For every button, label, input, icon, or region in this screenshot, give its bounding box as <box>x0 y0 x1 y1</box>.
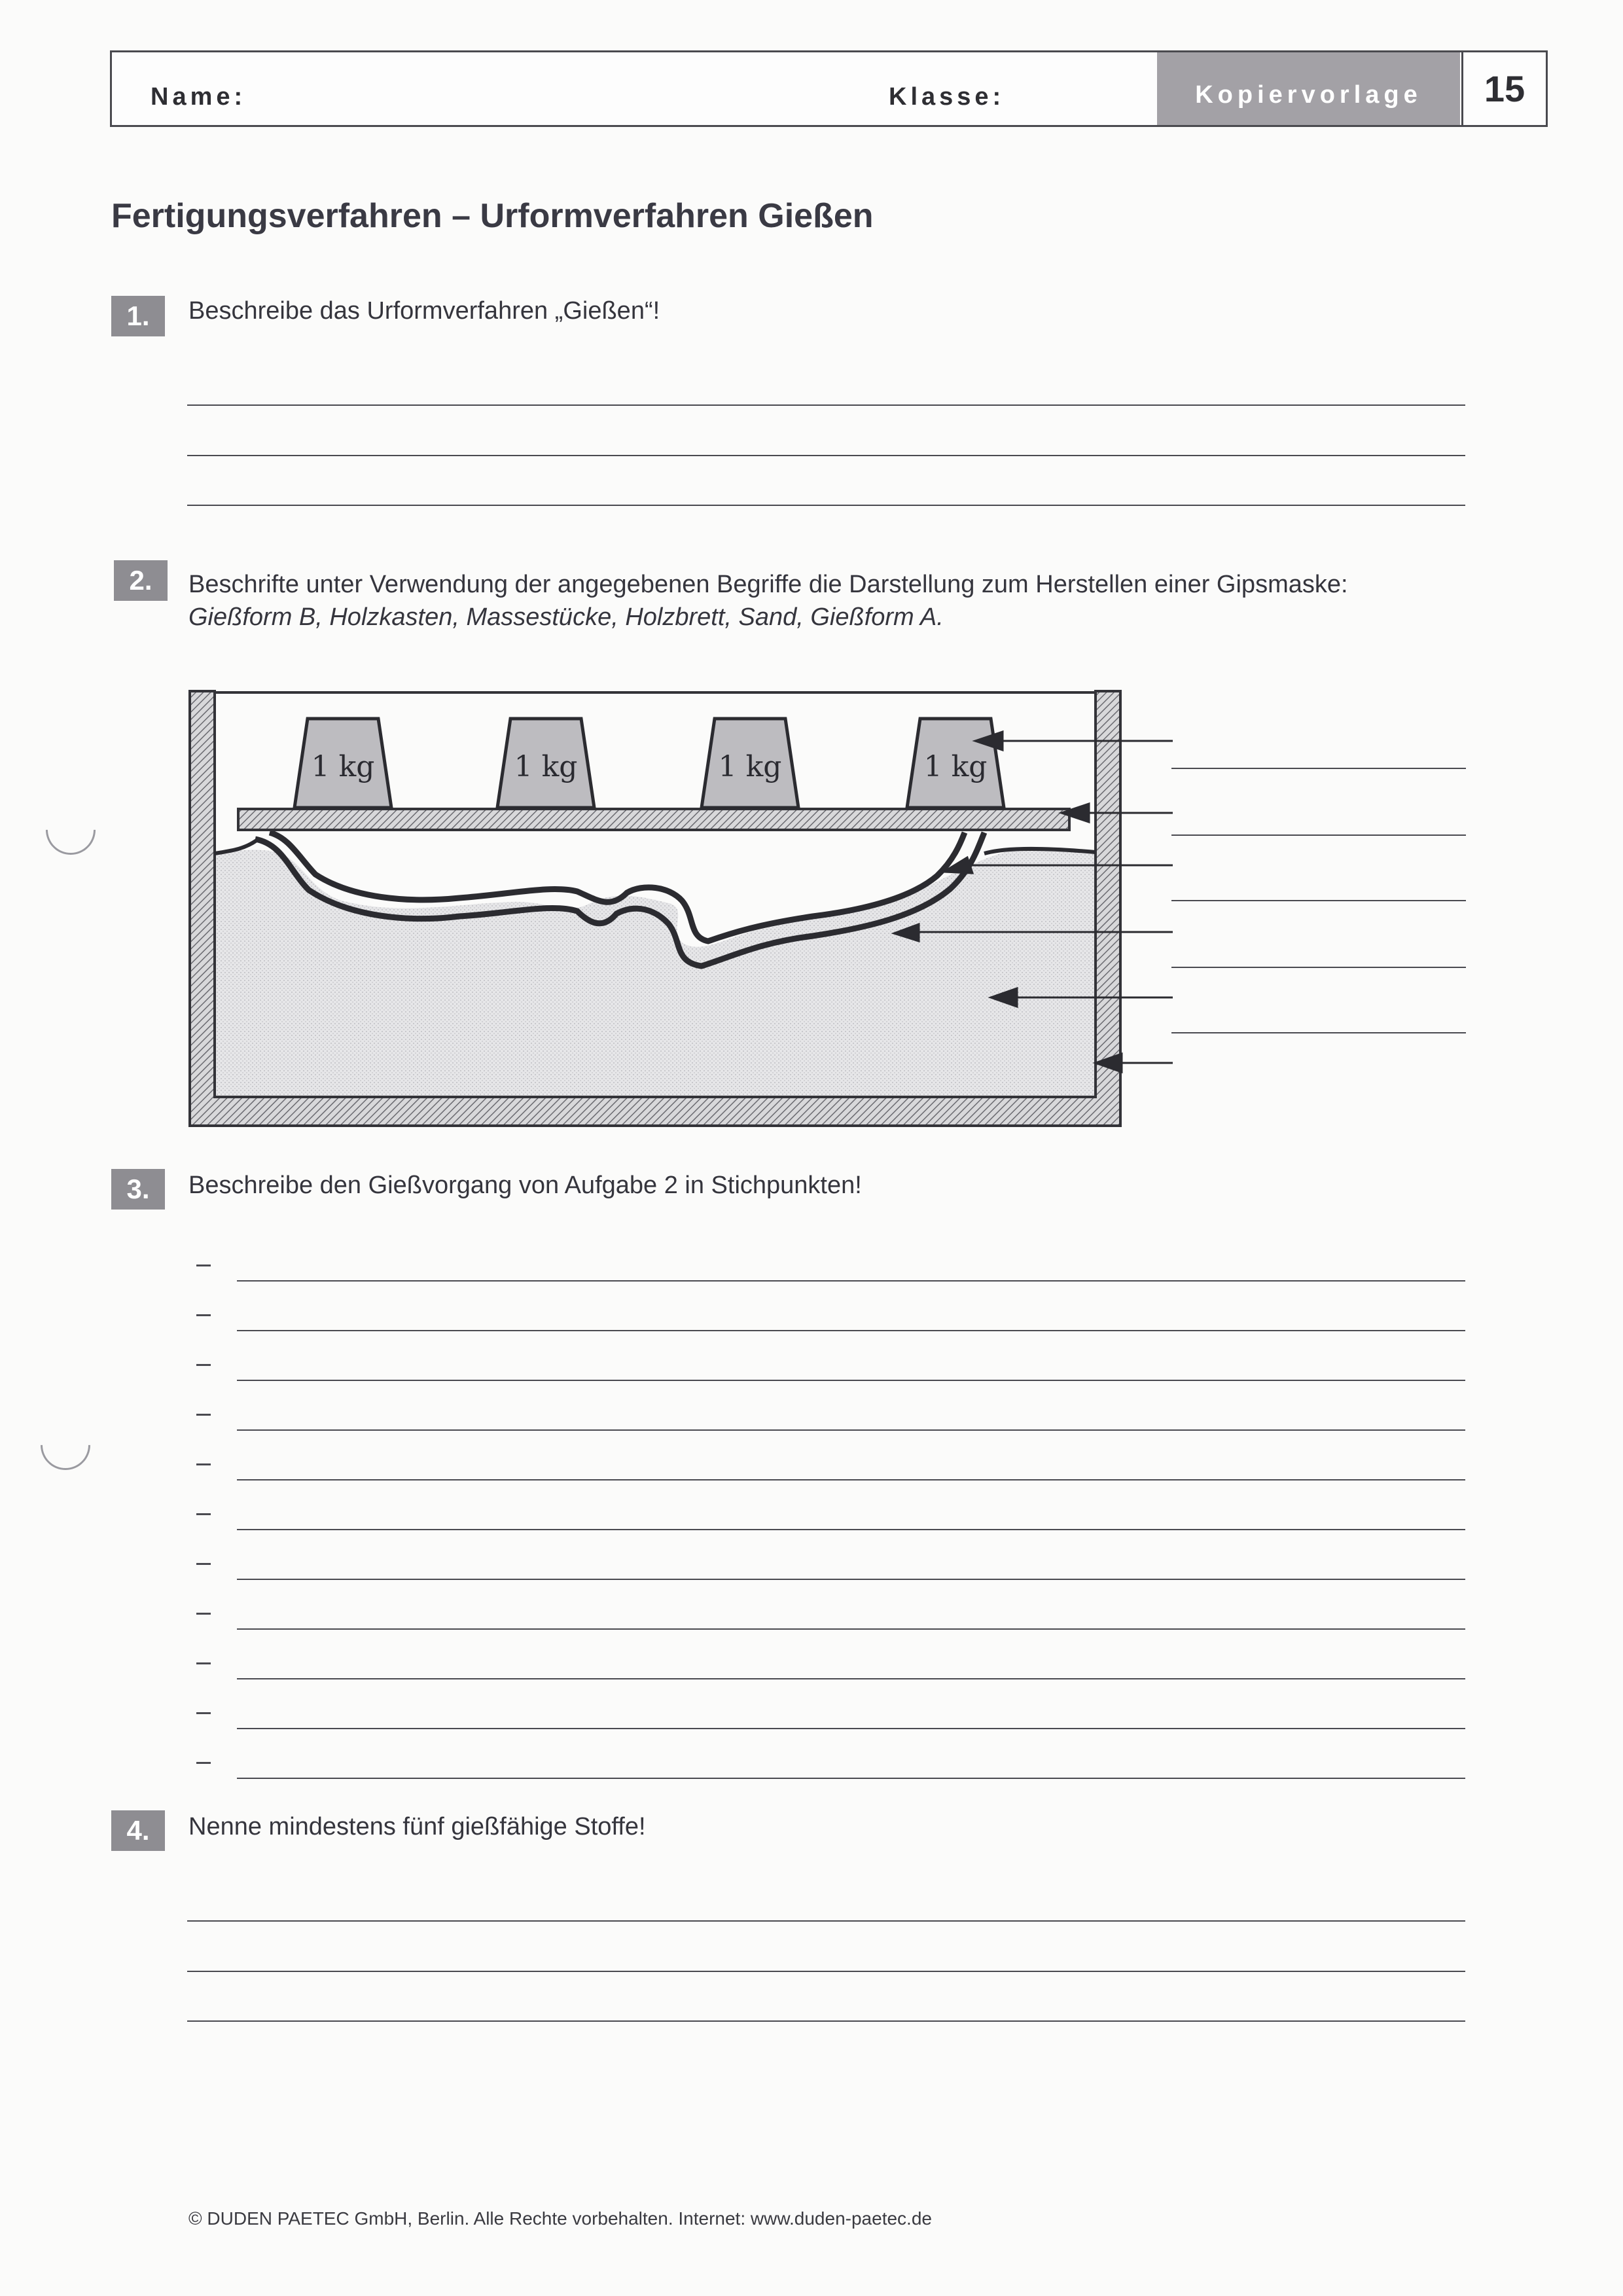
bullet-answer-line[interactable] <box>237 1579 1465 1580</box>
weight-1 <box>294 719 391 808</box>
bullet-dash <box>196 1513 211 1515</box>
bullet-answer-line[interactable] <box>237 1479 1465 1480</box>
bullet-answer-line[interactable] <box>237 1678 1465 1679</box>
bullet-dash <box>196 1414 211 1416</box>
task-1-text: Beschreibe das Urformverfahren „Gießen“! <box>188 297 660 325</box>
answer-line[interactable] <box>187 1971 1465 1972</box>
weight-3 <box>702 719 798 808</box>
punch-hole-top <box>35 795 105 865</box>
answer-line[interactable] <box>187 1920 1465 1922</box>
bullet-dash <box>196 1314 211 1316</box>
task-1-number: 1. <box>111 296 165 336</box>
task-2-text <box>188 568 1348 634</box>
bullet-dash <box>196 1265 211 1266</box>
task-2-number: 2. <box>114 560 168 601</box>
wooden-board <box>238 809 1069 830</box>
bullet-dash <box>196 1613 211 1615</box>
klasse-label: Klasse: <box>889 83 1005 111</box>
answer-line[interactable] <box>187 455 1465 456</box>
page-title: Fertigungsverfahren – Urformverfahren Gießen <box>111 197 874 235</box>
bullet-answer-line[interactable] <box>237 1728 1465 1729</box>
punch-hole-bottom <box>30 1410 100 1480</box>
bullet-dash <box>196 1662 211 1664</box>
weight-label: 1 kg <box>923 750 988 783</box>
weight-label: 1 kg <box>718 750 782 783</box>
answer-line[interactable] <box>187 404 1465 406</box>
header-box <box>110 50 1548 127</box>
bullet-dash <box>196 1563 211 1565</box>
weight-4 <box>907 719 1004 808</box>
page-number: 15 <box>1461 52 1546 125</box>
bullet-answer-line[interactable] <box>237 1429 1465 1431</box>
weight-label: 1 kg <box>514 750 578 783</box>
task-3-text: Beschreibe den Gießvorgang von Aufgabe 2 in Stichpunkten! <box>188 1172 862 1199</box>
answer-line[interactable] <box>187 505 1465 506</box>
weight-label: 1 kg <box>311 750 375 783</box>
task-4-number: 4. <box>111 1810 165 1851</box>
bullet-answer-line[interactable] <box>237 1280 1465 1282</box>
kopiervorlage-badge: Kopiervorlage <box>1157 52 1460 125</box>
casting-diagram <box>185 681 1472 1139</box>
task-2-terms: Gießform B, Holzkasten, Massestücke, Holzbrett, Sand, Gießform A. <box>188 603 944 631</box>
bullet-dash <box>196 1762 211 1764</box>
task-3-number: 3. <box>111 1169 165 1210</box>
bullet-answer-line[interactable] <box>237 1529 1465 1530</box>
bullet-dash <box>196 1712 211 1714</box>
bullet-answer-line[interactable] <box>237 1778 1465 1779</box>
bullet-dash <box>196 1364 211 1366</box>
weight-2 <box>497 719 594 808</box>
bullet-answer-line[interactable] <box>237 1628 1465 1630</box>
name-label: Name: <box>151 83 247 111</box>
task-4-text: Nenne mindestens fünf gießfähige Stoffe! <box>188 1813 646 1840</box>
label-answer-lines <box>1171 768 1466 1033</box>
bullet-dash <box>196 1463 211 1465</box>
copyright-footer: © DUDEN PAETEC GmbH, Berlin. Alle Rechte vorbehalten. Internet: www.duden-paetec.de <box>188 2208 932 2229</box>
answer-line[interactable] <box>187 2020 1465 2022</box>
task-2-instruction: Beschrifte unter Verwendung der angegebenen Begriffe die Darstellung zum Herstellen einer Gipsmaske: <box>188 571 1348 598</box>
bullet-answer-line[interactable] <box>237 1380 1465 1381</box>
bullet-answer-line[interactable] <box>237 1330 1465 1331</box>
